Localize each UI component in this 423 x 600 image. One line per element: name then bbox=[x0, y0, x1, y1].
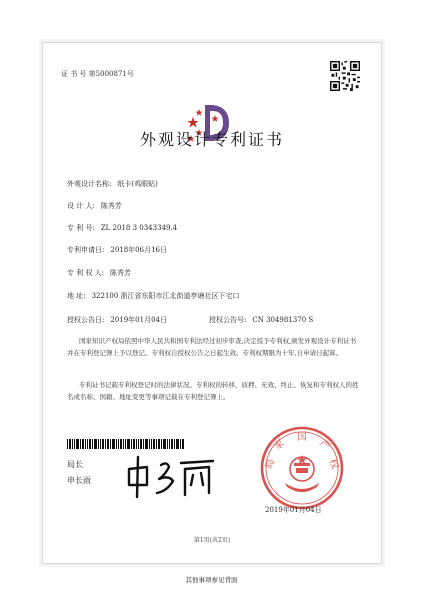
legal-status-paragraph: 专利证书记载专利权登记时的法律状况。专利权的转移、质押、无效、终止、恢复和专利权人的姓名或名称、国籍、地址变更等事项记载在专利登记簿上。 bbox=[67, 381, 359, 401]
qr-code-icon bbox=[330, 61, 360, 91]
svg-text:局: 局 bbox=[263, 457, 278, 471]
field-grant-date bbox=[67, 315, 167, 325]
director-title: 局长 bbox=[67, 460, 83, 469]
certificate-sheet bbox=[42, 42, 382, 564]
field-label: 授权公告日: bbox=[67, 316, 105, 324]
field-address bbox=[67, 291, 240, 301]
director-signature bbox=[121, 451, 221, 501]
certificate-title: 外观设计专利证书 bbox=[139, 130, 284, 149]
field-label: 外观设计名称: bbox=[67, 180, 112, 188]
field-value: 2018年06月16日 bbox=[110, 246, 167, 254]
field-label: 地 址: bbox=[67, 292, 86, 300]
svg-text:产: 产 bbox=[317, 437, 332, 453]
field-value: 纸卡(鸡眼贴) bbox=[117, 180, 158, 188]
footer-note: 其他事项参见背面 bbox=[185, 576, 238, 584]
field-label: 设 计 人: bbox=[67, 202, 95, 210]
grant-statement-paragraph: 国家知识产权局依照中华人民共和国专利法经过初步审查,决定授予专利权,颁发外观设计专利证书并在专利登记簿上予以登记。专利权自授权公告之日起生效。专利权期限为十年,自申请日起算。 bbox=[67, 337, 357, 357]
field-patent-number bbox=[67, 223, 177, 233]
field-value: ZL 2018 3 0343349.4 bbox=[100, 224, 178, 232]
svg-text:权: 权 bbox=[326, 457, 341, 471]
official-seal bbox=[259, 425, 345, 511]
svg-text:家: 家 bbox=[272, 437, 287, 453]
svg-text:国: 国 bbox=[297, 432, 307, 443]
certificate-number: 证 书 号 第5000871号 bbox=[61, 70, 134, 78]
barcode-icon bbox=[67, 439, 185, 449]
field-grant-number bbox=[209, 315, 313, 325]
field-label: 专利申请日: bbox=[67, 246, 105, 254]
field-value: CN 304981370 S bbox=[252, 316, 314, 324]
field-patentee bbox=[67, 268, 131, 278]
field-label: 专 利 号: bbox=[67, 224, 95, 232]
field-design-name bbox=[67, 179, 158, 189]
field-label: 专 利 权 人: bbox=[67, 269, 105, 277]
field-value: 陈秀芳 bbox=[110, 269, 132, 277]
director-name: 申长雨 bbox=[67, 476, 91, 485]
seal-date: 2019年01月04日 bbox=[265, 506, 322, 514]
field-value: 2019年01月04日 bbox=[110, 316, 167, 324]
field-value: 322100 浙江省东阳市江北街道亭塘社区下宅口 bbox=[91, 292, 240, 300]
field-designer bbox=[67, 201, 122, 211]
field-label: 授权公告号: bbox=[209, 316, 247, 324]
field-application-date bbox=[67, 245, 167, 255]
field-value: 陈秀芳 bbox=[100, 202, 122, 210]
page-indicator: 第1页(共2页) bbox=[193, 537, 231, 544]
